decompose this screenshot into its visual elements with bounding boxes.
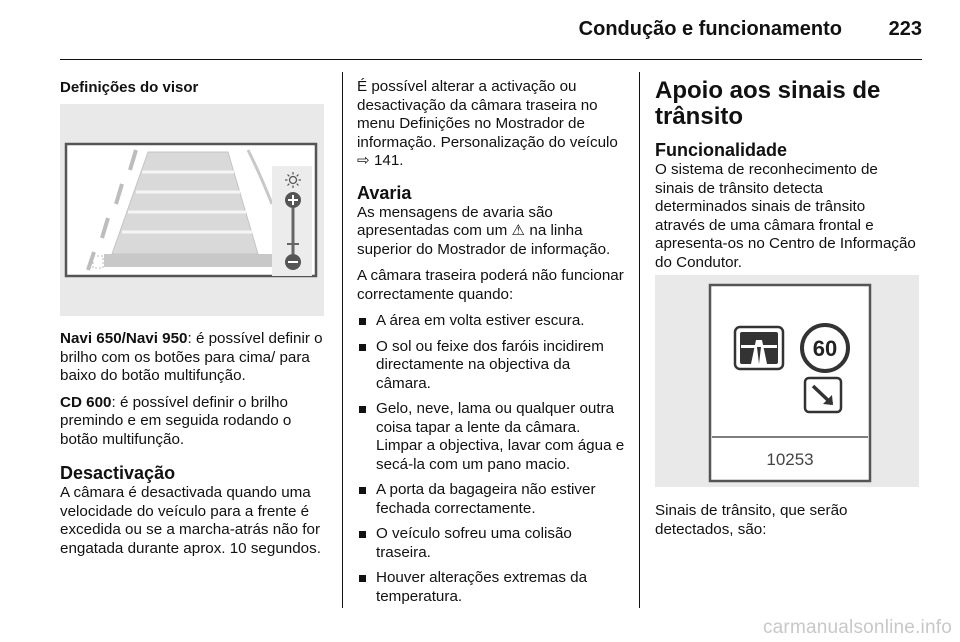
list-item-text: A área em volta estiver escura.	[376, 312, 585, 329]
list-item	[357, 400, 629, 474]
column-divider-2	[639, 72, 640, 608]
rear-camera-screen-illustration	[60, 104, 324, 316]
list-item-text: A porta da bagageira não estiver fechada correctamente.	[376, 481, 596, 517]
camera-settings-text: É possível alterar a activação ou desactivação da câmara traseira no menu Definições no Mostrador de informação. Personalização do veículo	[357, 78, 618, 151]
navi-label: Navi 650/Navi 950	[60, 330, 188, 347]
list-item	[357, 525, 629, 562]
cd-paragraph	[60, 394, 330, 450]
fault-heading: Avaria	[357, 182, 412, 203]
list-item-text: O veículo sofreu uma colisão traseira.	[376, 525, 572, 561]
navi-paragraph	[60, 330, 330, 386]
driver-info-centre-illustration	[655, 275, 919, 487]
plus-icon[interactable]	[285, 192, 301, 208]
page-ref: 141.	[373, 152, 404, 169]
fault-text-b: na linha superior do Mostrador de informação.	[357, 222, 611, 258]
camera-settings-paragraph	[357, 78, 629, 171]
deactivation-heading: Desactivação	[60, 463, 176, 483]
speed-limit-value: 60	[812, 336, 838, 361]
section-title: Apoio aos sinais de trânsito	[655, 77, 881, 130]
fault-paragraph	[357, 204, 629, 260]
fault-text-a: As mensagens de avaria são apresentadas com um	[357, 203, 553, 239]
fault-intro: A câmara traseira poderá não funcionar correctamente quando:	[357, 267, 624, 303]
list-item-text: O sol ou feixe dos faróis incidirem directamente na objectiva da câmara.	[376, 337, 604, 392]
figure-caption: Sinais de trânsito, que serão detectados, são:	[655, 502, 848, 538]
list-item	[357, 338, 629, 394]
page-number: 223	[888, 18, 922, 40]
functionality-text: O sistema de reconhecimento de sinais de trânsito detecta determinados sinais de trânsito através de uma câmara frontal e apresenta-os no Centro de Informação do Condutor.	[655, 161, 916, 271]
fault-conditions-list	[357, 312, 629, 606]
motorway-sign-icon	[735, 327, 783, 369]
cd-label: CD 600	[60, 393, 112, 411]
list-item-text: Gelo, neve, lama ou qualquer outra coisa tapar a lente da câmara. Limpar a objectiva, lavar com água e secá-la com um pano macio.	[376, 400, 625, 473]
direction-arrow-sign-icon	[805, 378, 841, 412]
camera-display-figure	[60, 104, 324, 316]
header-rule	[60, 59, 922, 60]
odometer-reading: 10253	[766, 450, 814, 469]
column-divider-1	[342, 72, 343, 608]
functionality-heading: Funcionalidade	[655, 140, 788, 160]
minus-icon[interactable]	[285, 254, 301, 270]
page-header-title: Condução e funcionamento	[578, 18, 842, 40]
page-ref-arrow-icon: ⇨	[357, 152, 370, 169]
traffic-sign-figure	[655, 275, 919, 487]
navi-text: : é possível definir o brilho com os botões para cima/ para baixo do botão multifunção.	[60, 330, 323, 384]
list-item	[357, 312, 629, 331]
list-item	[357, 569, 629, 606]
cd-text: : é possível definir o brilho premindo e em seguida rodando o botão multifunção.	[60, 393, 292, 448]
speed-limit-sign	[802, 325, 848, 371]
watermark: carmanualsonline.info	[762, 617, 952, 638]
list-item-text: Houver alterações extremas da temperatura.	[376, 569, 588, 605]
warning-triangle-icon: ⚠	[511, 222, 526, 239]
display-settings-heading: Definições do visor	[60, 79, 199, 96]
list-item	[357, 481, 629, 518]
deactivation-text: A câmara é desactivada quando uma velocidade do veículo para a frente é excedida ou se a marcha-atrás não for engatada durante aprox. 10 segundos.	[60, 484, 321, 557]
